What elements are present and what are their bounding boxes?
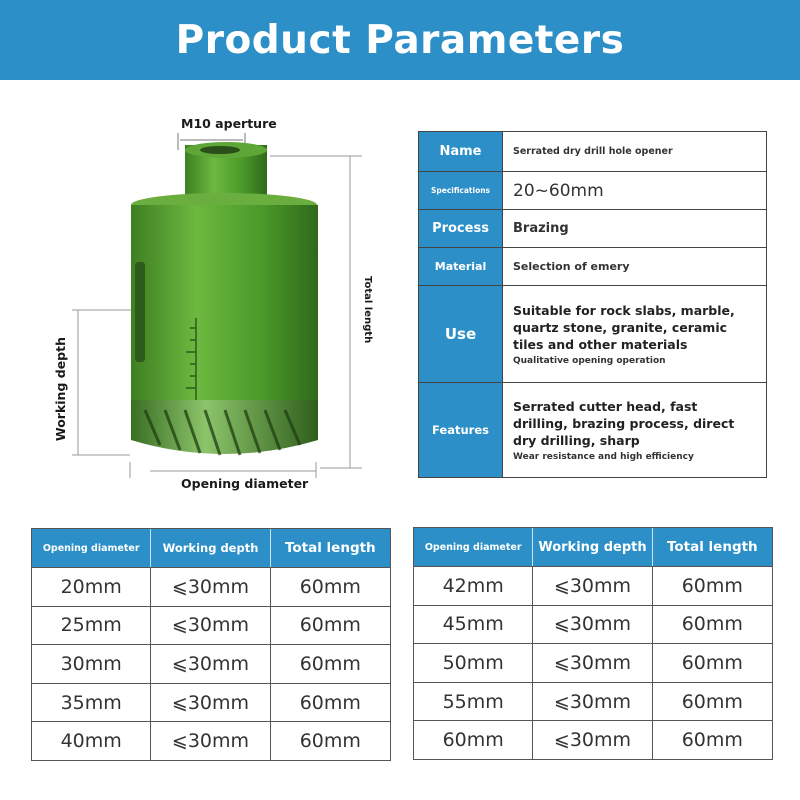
table-row <box>414 720 772 759</box>
shank-thread-hole <box>200 146 240 154</box>
table-cell: 50mm <box>414 644 533 682</box>
table-cell: ⩽30mm <box>533 644 652 682</box>
size-table-left <box>31 528 391 761</box>
spec-value: Brazing <box>513 220 569 236</box>
table-cell: ⩽30mm <box>533 683 652 721</box>
table-cell: 25mm <box>32 607 151 645</box>
spec-note: Qualitative opening operation <box>513 355 666 366</box>
spec-key: Name <box>419 132 503 171</box>
table-row <box>32 567 390 606</box>
column-header: Working depth <box>151 529 270 567</box>
table-cell: 35mm <box>32 684 151 722</box>
column-header: Opening diameter <box>414 528 533 566</box>
opening-diameter-label: Opening diameter <box>181 476 309 491</box>
table-row <box>414 605 772 644</box>
spec-row-specifications <box>419 171 766 209</box>
spec-row-features <box>419 382 766 477</box>
spec-key: Use <box>419 286 503 382</box>
spec-row-material <box>419 247 766 285</box>
table-cell: 60mm <box>299 575 361 598</box>
table-cell: ⩽30mm <box>533 721 652 759</box>
table-cell: ⩽30mm <box>151 645 270 683</box>
size-table-right <box>413 527 773 760</box>
table-cell: 60mm <box>299 691 361 714</box>
table-cell: 60mm <box>681 729 743 752</box>
table-cell: 60mm <box>681 574 743 597</box>
column-header: Total length <box>284 540 376 556</box>
spec-table <box>418 131 767 478</box>
body-cylinder <box>131 205 318 400</box>
table-cell: 40mm <box>32 722 151 760</box>
table-cell: ⩽30mm <box>151 568 270 606</box>
spec-key: Specifications <box>419 172 503 209</box>
table-cell: 30mm <box>32 645 151 683</box>
table-row <box>32 721 390 760</box>
working-depth-label: Working depth <box>53 337 68 442</box>
table-cell: 60mm <box>681 613 743 636</box>
table-header <box>414 528 772 566</box>
spec-row-name <box>419 132 766 171</box>
column-header: Working depth <box>533 528 652 566</box>
table-row <box>32 644 390 683</box>
table-cell: 55mm <box>414 683 533 721</box>
table-cell: ⩽30mm <box>533 567 652 605</box>
table-cell: 60mm <box>299 730 361 753</box>
spec-value: Serrated cutter head, fast drilling, brazing process, direct dry drilling, sharp <box>513 398 735 448</box>
table-cell: ⩽30mm <box>533 606 652 644</box>
spec-key: Process <box>419 210 503 247</box>
spec-value: 20~60mm <box>513 180 604 201</box>
table-row <box>414 643 772 682</box>
table-cell: 20mm <box>32 568 151 606</box>
aperture-label: M10 aperture <box>181 116 277 131</box>
table-cell: 60mm <box>681 690 743 713</box>
page-title: Product Parameters <box>175 17 625 63</box>
table-cell: ⩽30mm <box>151 684 270 722</box>
table-cell: 60mm <box>681 651 743 674</box>
column-header: Total length <box>666 539 758 555</box>
spec-row-use <box>419 285 766 382</box>
spec-note: Wear resistance and high efficiency <box>513 451 694 462</box>
table-cell: 60mm <box>299 652 361 675</box>
spec-value: Serrated dry drill hole opener <box>513 145 673 157</box>
spec-key: Features <box>419 383 503 477</box>
spec-value: Selection of emery <box>513 259 630 273</box>
table-cell: ⩽30mm <box>151 722 270 760</box>
table-cell: ⩽30mm <box>151 607 270 645</box>
spec-value: Suitable for rock slabs, marble, quartz stone, granite, ceramic tiles and other materials <box>513 302 735 352</box>
table-cell: 60mm <box>414 721 533 759</box>
table-cell: 60mm <box>299 614 361 637</box>
table-row <box>414 682 772 721</box>
table-row <box>414 566 772 605</box>
table-cell: 45mm <box>414 606 533 644</box>
column-header: Opening diameter <box>32 529 151 567</box>
table-cell: 42mm <box>414 567 533 605</box>
title-banner <box>0 0 800 80</box>
table-header <box>32 529 390 567</box>
table-row <box>32 683 390 722</box>
drill-bit-illustration <box>60 110 380 495</box>
diamond-crown <box>131 400 318 454</box>
total-length-label: Total length <box>362 276 373 344</box>
table-row <box>32 606 390 645</box>
chip-slot <box>135 262 145 362</box>
spec-row-process <box>419 209 766 247</box>
spec-key: Material <box>419 248 503 285</box>
